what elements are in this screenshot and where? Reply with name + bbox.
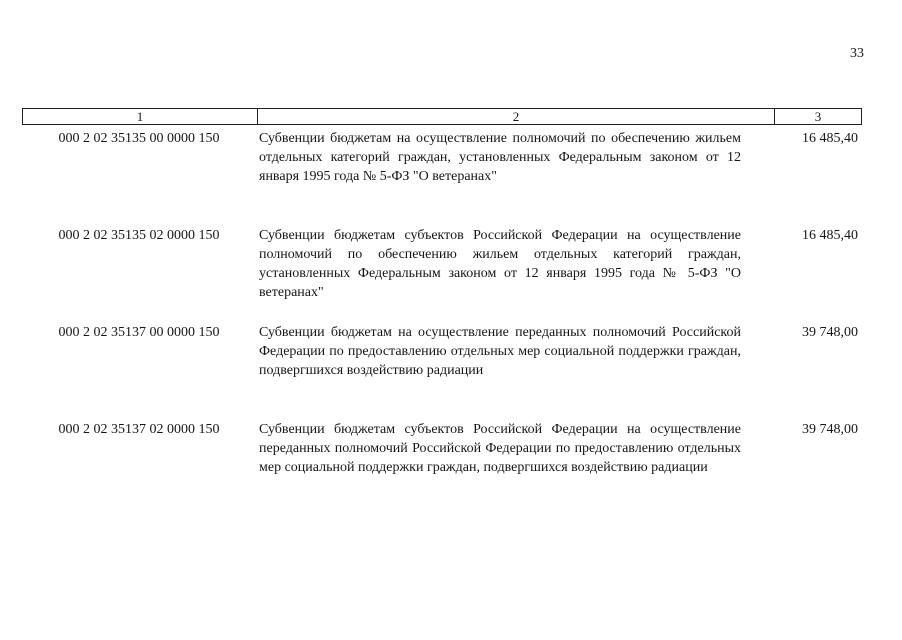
budget-code: 000 2 02 35137 02 0000 150 <box>58 422 220 437</box>
row-description: Субвенции бюджетам субъектов Российской Федерации на осуществление переданных полномочий Российской Федерации по предоставлению отдельных мер социальной поддержки граждан, подвергшихся воздействию радиации <box>259 422 741 475</box>
row-description: Субвенции бюджетам субъектов Российской Федерации на осуществление полномочий по обеспечению жильем отдельных категорий граждан, установленных Федеральным законом от 12 января 1995 года № 5-ФЗ "О ветеранах" <box>259 228 741 300</box>
row-amount: 16 485,40 <box>802 131 858 146</box>
header-column-1: 1 <box>23 109 258 124</box>
row-amount: 39 748,00 <box>802 422 858 437</box>
budget-code: 000 2 02 35135 02 0000 150 <box>58 228 220 243</box>
row-amount: 16 485,40 <box>802 228 858 243</box>
row-amount: 39 748,00 <box>802 325 858 340</box>
row-description: Субвенции бюджетам на осуществление переданных полномочий Российской Федерации по предоставлению отдельных мер социальной поддержки граждан, подвергшихся воздействию радиации <box>259 325 741 378</box>
budget-code: 000 2 02 35137 00 0000 150 <box>58 325 220 340</box>
header-column-3: 3 <box>814 109 822 124</box>
row-description: Субвенции бюджетам на осуществление полномочий по обеспечению жильем отдельных категорий граждан, установленных Федеральным законом от 12 января 1995 года № 5-ФЗ "О ветеранах" <box>259 131 741 184</box>
table-header <box>22 108 862 125</box>
page-number: 33 <box>850 46 864 61</box>
budget-code: 000 2 02 35135 00 0000 150 <box>58 131 220 146</box>
header-column-2: 2 <box>258 109 775 124</box>
